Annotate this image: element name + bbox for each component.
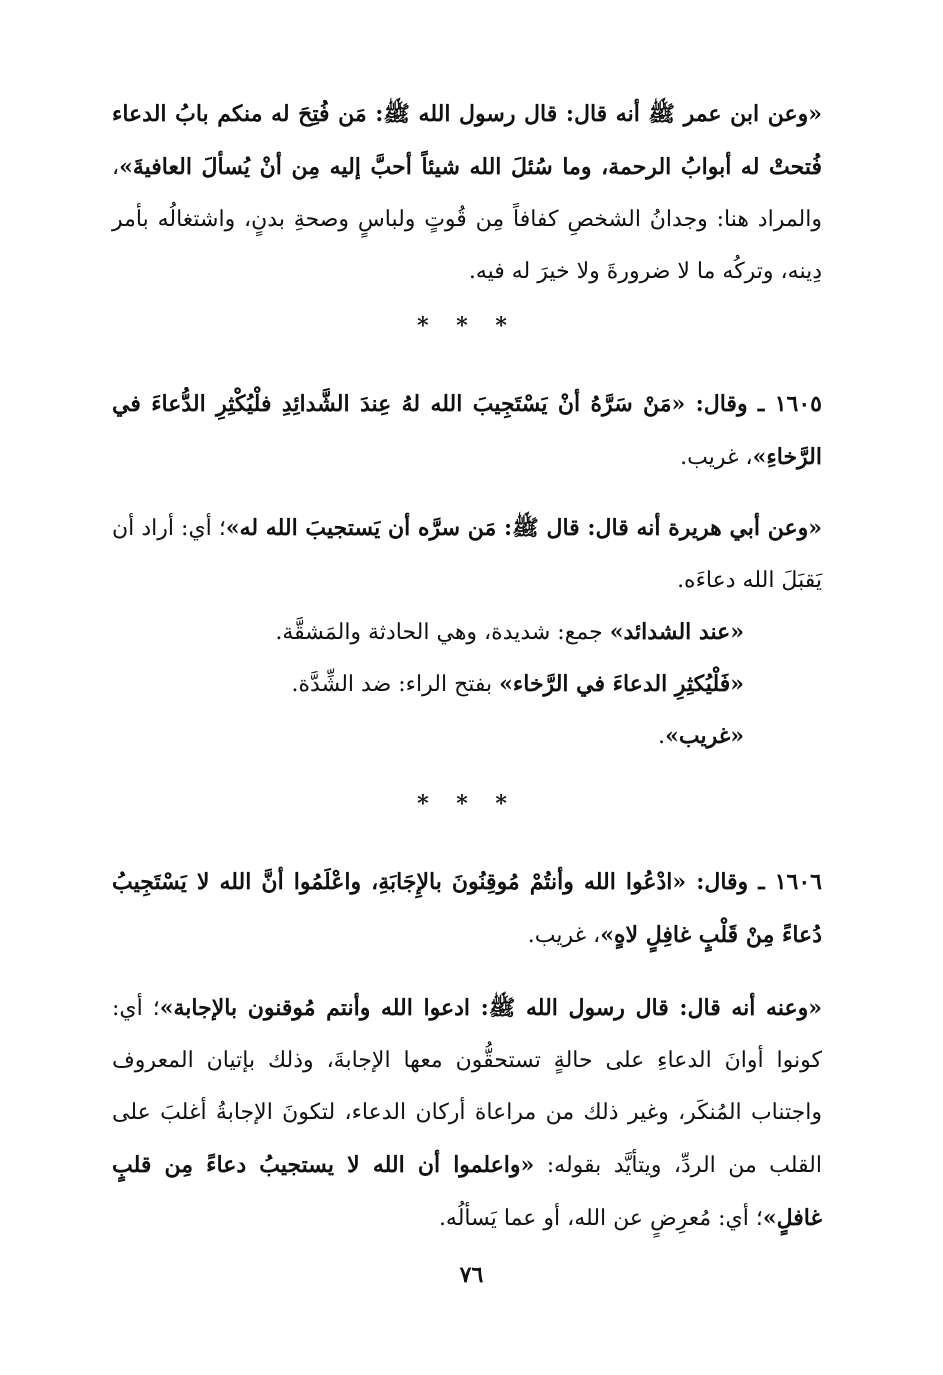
hadith-1605-grade: ، غريب. xyxy=(680,445,753,470)
hadith-1606 xyxy=(112,856,822,960)
section-divider: * * * xyxy=(417,791,517,817)
commentary-text: ؛ أي: كونوا أوانَ الدعاءِ على حالةٍ تستحقُّون معها الإجابةَ، وذلك بإتيان المعروف واجتناب المُنكَر، وغير ذلك من مراعاة أركان الدعاء، لتكونَ الإجابةُ أغلبَ على القلب من الردِّ، ويتأيَّد بقوله: xyxy=(112,996,823,1178)
gloss-rakha xyxy=(112,658,822,710)
paragraph-ibn-umar xyxy=(112,88,822,296)
hadith-1606-grade: ، غريب. xyxy=(527,923,601,948)
gloss-shadaid xyxy=(112,606,822,658)
gloss-text: . xyxy=(658,724,666,749)
gloss-text: بفتح الراء: ضد الشِّدَّة. xyxy=(291,672,500,697)
hadith-text: «وعن ابن عمر ﷺ أنه قال: قال رسول الله ﷺ: مَن فُتِحَ له منكم بابُ الدعاء فُتحتْ له أبوابُ الرحمة، وما سُئلَ الله شيئاً أحبَّ إليه مِن أنْ يُسألَ العافيةَ» xyxy=(112,101,822,180)
gloss-term: «فَلْيُكثِرِ الدعاءَ في الرَّخاء» xyxy=(499,671,744,697)
paragraph-commentary-1606 xyxy=(112,982,822,1242)
hadith-1605 xyxy=(112,378,822,482)
hadith-1606-text: ١٦٠٦ ـ وقال: «ادْعُوا الله وأنتُمْ مُوقِنُونَ بالإِجَابَةِ، واعْلَمُوا أنَّ الله لا يَسْتَجِيبُ دُعاءً مِنْ قَلْبٍ غافِلٍ لاهٍ» xyxy=(112,869,822,948)
section-divider: * * * xyxy=(417,313,517,339)
page-body xyxy=(112,88,822,1242)
page-number: ٧٦ xyxy=(459,1262,484,1288)
gloss-text: جمع: شديدة، وهي الحادثة والمَشقَّة. xyxy=(275,620,610,645)
paragraph-abu-hurayra xyxy=(112,502,822,606)
hadith-text: «وعن أبي هريرة أنه قال: قال ﷺ: مَن سرَّه أن يَستجيبَ الله له» xyxy=(225,515,822,541)
gloss-term: «غريب» xyxy=(665,723,744,749)
hadith-1605-text: ١٦٠٥ ـ وقال: «مَنْ سَرَّهُ أنْ يَسْتَجِيبَ الله لهُ عِندَ الشَّدائِدِ فلْيُكْثِرِ الدُّعاءَ في الرَّخاءِ» xyxy=(112,391,822,470)
commentary-text: ؛ أي: مُعرِضٍ عن الله، أو عما يَسألُه. xyxy=(438,1206,763,1231)
commentary-text: ، والمراد هنا: وجدانُ الشخصِ كفافاً مِن قُوتٍ ولباسٍ وصحةِ بدنٍ، واشتغالُه بأمر دِينه، وتركُه ما لا ضرورةَ ولا خيرَ له فيه. xyxy=(112,155,822,284)
gloss-term: «عند الشدائد» xyxy=(609,619,744,645)
hadith-text: «وعنه أنه قال: قال رسول الله ﷺ: ادعوا الله وأنتم مُوقنون بالإجابة» xyxy=(159,995,822,1021)
commentary-text: ؛ أي: أراد أن يَقبَلَ الله دعاءَه. xyxy=(112,516,822,593)
hadith-quote: «واعلموا أن الله لا يستجيبُ دعاءً مِن قلبٍ غافلٍ» xyxy=(112,1152,822,1231)
gloss-gharib xyxy=(112,710,822,762)
